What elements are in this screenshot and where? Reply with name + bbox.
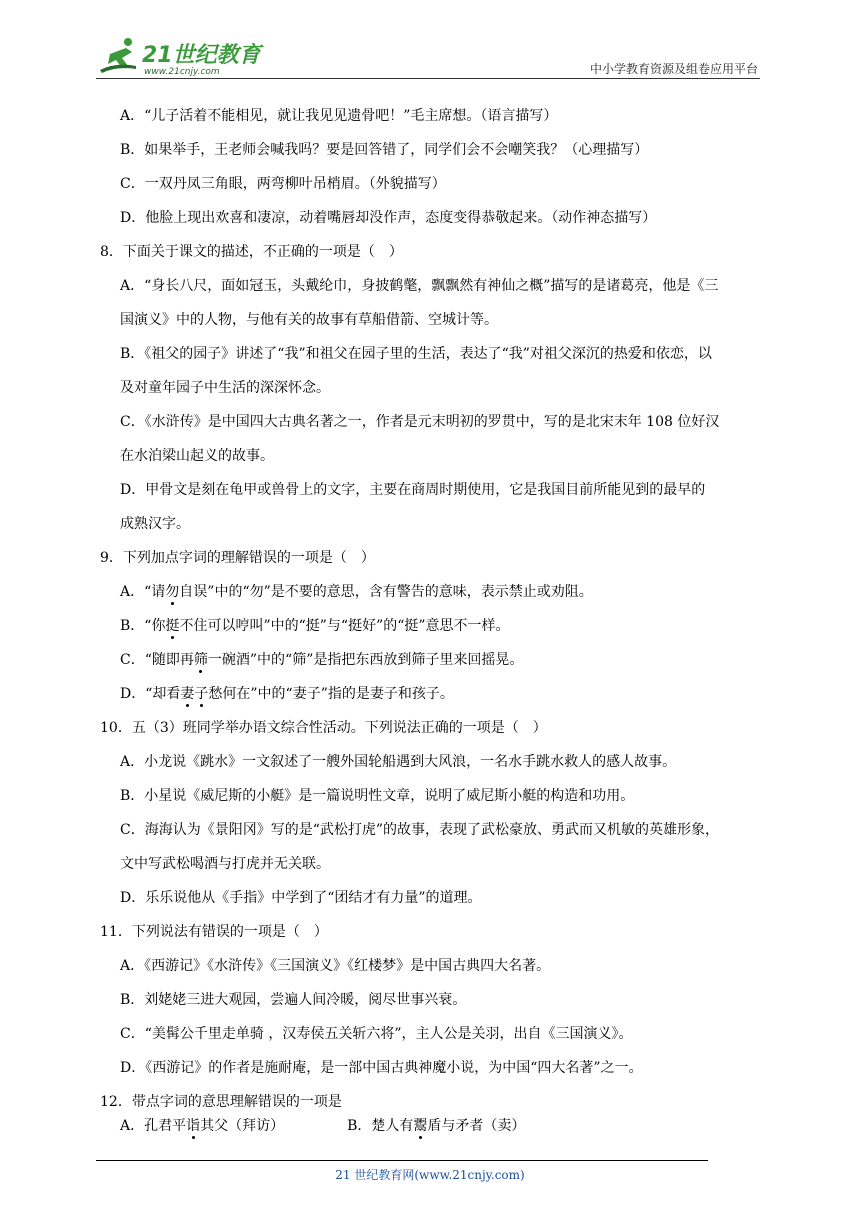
- runner-icon: [100, 38, 136, 73]
- option-line: [120, 412, 719, 432]
- option-line: [120, 310, 498, 330]
- option-line: [120, 140, 648, 160]
- option-line: [120, 820, 719, 840]
- text-segment: 在水泊梁山起义的故事。: [120, 448, 274, 464]
- text-segment: 一碗酒”中的“筛”是指把东西放到筛子里来回摇晃。: [207, 652, 524, 668]
- option-line: [120, 1024, 632, 1044]
- footer-source: 21 世纪教育网(www.21cnjy.com): [335, 1168, 525, 1182]
- option-line: [120, 752, 676, 772]
- text-segment: A．小龙说《跳水》一文叙述了一艘外国轮船遇到大风浪，一名水手跳水救人的感人故事。: [120, 754, 677, 770]
- option-line: [120, 344, 712, 364]
- text-segment: 自误”中的“勿”是不要的意思，含有警告的意味，表示禁止或劝阻。: [179, 584, 593, 600]
- text-segment: A．“身长八尺，面如冠玉，头戴纶巾，身披鹤氅，飘飘然有神仙之概”描写的是诸葛亮，他是《三: [120, 278, 719, 294]
- text-segment: 盾与矛者（卖）: [427, 1118, 526, 1134]
- logo-url: www.21cnjy.com: [144, 67, 220, 76]
- text-segment: C．“美髯公千里走单骑 ，汉寿侯五关斩六将”，主人公是关羽，出自《三国演义》。: [120, 1026, 633, 1042]
- text-segment: 12．带点字词的意思理解错误的一项是: [100, 1094, 342, 1110]
- option-line: [120, 1058, 643, 1078]
- question-stem: [100, 922, 328, 942]
- option-line: [120, 106, 557, 126]
- option-line: [120, 446, 274, 466]
- option-line: [120, 990, 466, 1010]
- option-line: [120, 650, 523, 670]
- option-line: [120, 786, 634, 806]
- text-segment: 文中写武松喝酒与打虎并无关联。: [120, 856, 330, 872]
- text-segment: 成熟汉字。: [120, 516, 190, 532]
- text-segment: D．乐乐说他从《手指》中学到了“团结才有力量”的道理。: [120, 890, 482, 906]
- text-segment: B．刘姥姥三进大观园，尝遍人间冷暖，阅尽世事兴衰。: [120, 992, 467, 1008]
- option-line: [120, 854, 330, 874]
- question-stem: [100, 1092, 342, 1112]
- question-stem: [100, 718, 547, 738]
- text-segment: A．孔君平: [120, 1118, 187, 1134]
- header-divider: [96, 78, 760, 79]
- option-line: [120, 208, 656, 228]
- text-segment: B．如果举手，王老师会喊我吗？要是回答错了，同学们会不会嘲笑我？（心理描写）: [120, 142, 649, 158]
- text-segment: 11．下列说法有错误的一项是（ ）: [100, 924, 328, 940]
- footer-divider: [96, 1160, 708, 1161]
- option-line: [120, 174, 446, 194]
- option-line: [120, 276, 718, 296]
- text-segment: 愁何在”中的“妻子”指的是妻子和孩子。: [208, 686, 454, 702]
- text-segment: 8．下面关于课文的描述，不正确的一项是（ ）: [100, 244, 403, 260]
- option-line: [120, 956, 550, 976]
- page-header: [96, 36, 760, 78]
- text-segment: B．小星说《威尼斯的小艇》是一篇说明性文章，说明了威尼斯小艇的构造和功用。: [120, 788, 635, 804]
- text-segment: B．《祖父的园子》讲述了“我”和祖父在园子里的生活，表达了“我”对祖父深沉的热爱和依恋，以: [120, 346, 712, 362]
- option-line: [120, 1116, 525, 1136]
- text-segment: A．“儿子活着不能相见，就让我见见遗骨吧！”毛主席想。（语言描写）: [120, 108, 558, 124]
- text-segment: C．《水浒传》是中国四大古典名著之一，作者是元末明初的罗贯中，写的是北宋末年 108 位好汉: [120, 414, 720, 430]
- option-line: [120, 514, 190, 534]
- emphasis-char: 诣: [186, 1118, 201, 1134]
- text-segment: C．“随即再: [120, 652, 194, 668]
- text-segment: 国演义》中的人物，与他有关的故事有草船借箭、空城计等。: [120, 312, 498, 328]
- text-segment: D．甲骨文是刻在龟甲或兽骨上的文字，主要在商周时期使用，它是我国目前所能见到的最早的: [120, 482, 706, 498]
- text-segment: A．“请: [120, 584, 166, 600]
- text-segment: 不住可以哼叫”中的“挺”与“挺好”的“挺”意思不一样。: [179, 618, 510, 634]
- option-line: [120, 480, 705, 500]
- text-segment: C．一双丹凤三角眼，两弯柳叶吊梢眉。（外貌描写）: [120, 176, 446, 192]
- text-segment: 10．五（3）班同学举办语文综合性活动。下列说法正确的一项是（ ）: [100, 720, 547, 736]
- emphasis-char: 挺: [165, 618, 180, 634]
- option-line: [120, 378, 330, 398]
- platform-name: 中小学教育资源及组卷应用平台: [589, 62, 758, 76]
- text-segment: 9．下列加点字词的理解错误的一项是（ ）: [100, 550, 375, 566]
- text-segment: C．海海认为《景阳冈》写的是“武松打虎”的故事，表现了武松豪放、勇武而又机敏的英雄形象，: [120, 822, 720, 838]
- text-segment: D．《西游记》的作者是施耐庵，是一部中国古典神魔小说，为中国“四大名著”之一。: [120, 1060, 643, 1076]
- emphasis-char: 子: [194, 686, 209, 702]
- text-segment: 及对童年园子中生活的深深怀念。: [120, 380, 330, 396]
- emphasis-char: 鬻: [413, 1118, 428, 1134]
- text-segment: D．他脸上现出欢喜和凄凉，动着嘴唇却没作声，态度变得恭敬起来。（动作神态描写）: [120, 210, 657, 226]
- question-stem: [100, 548, 375, 568]
- text-segment: D．“却看: [120, 686, 181, 702]
- option-line: [120, 582, 593, 602]
- emphasis-char: 勿: [165, 584, 180, 600]
- option-line: [120, 616, 510, 636]
- emphasis-char: 筛: [193, 652, 208, 668]
- option-line: [120, 684, 454, 704]
- question-stem: [100, 242, 403, 262]
- emphasis-char: 妻: [180, 686, 195, 702]
- option-line: [120, 888, 482, 908]
- logo-text: 21世纪教育: [142, 43, 261, 68]
- text-segment: B．“你: [120, 618, 166, 634]
- text-segment: 其父（拜访） B．楚人有: [200, 1118, 414, 1134]
- text-segment: A．《西游记》《水浒传》《三国演义》《红楼梦》是中国古典四大名著。: [120, 958, 551, 974]
- logo: [96, 36, 266, 76]
